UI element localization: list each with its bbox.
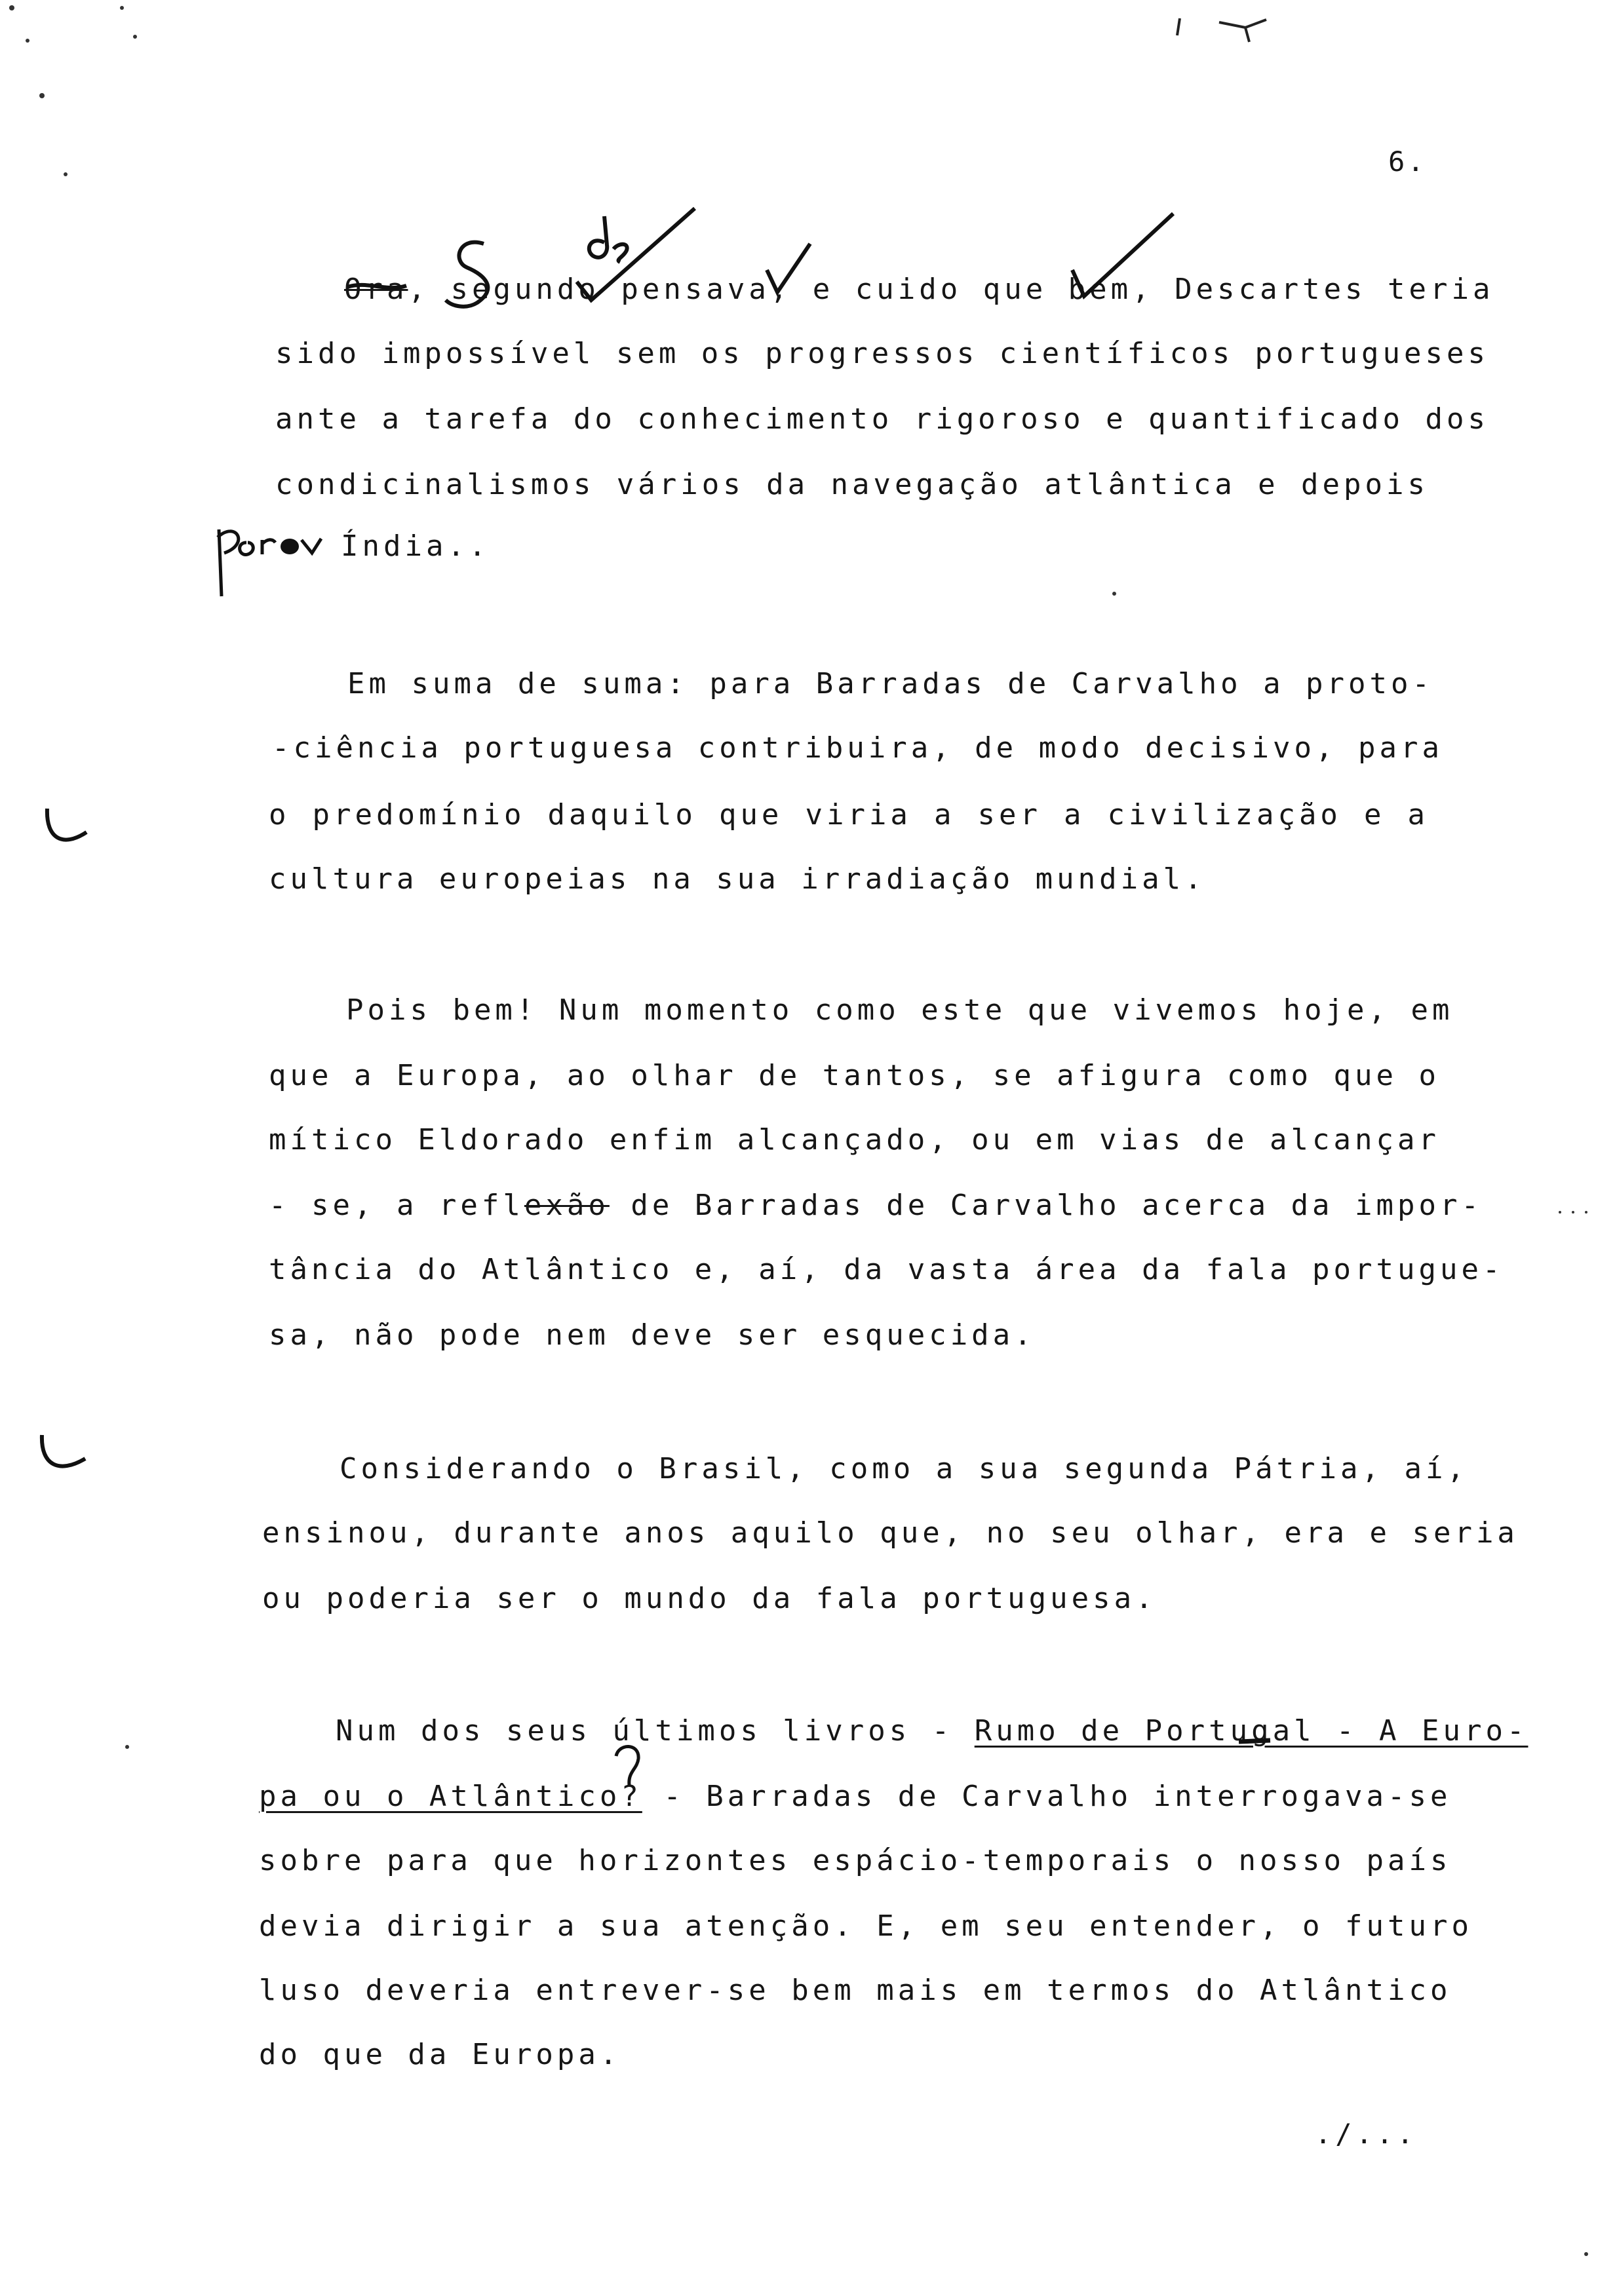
text-span: segundo pensava, e cuido que bem, Descartes teria (450, 273, 1494, 306)
margin-mark (47, 809, 87, 840)
text-line: o predomínio daquilo que viria a ser a civilização e a (269, 798, 1429, 832)
text-line: sido impossível sem os progressos científicos portugueses (275, 337, 1489, 370)
text-line: luso deveria entrever-se bem mais em termos do Atlântico (259, 1974, 1452, 2007)
margin-mark (42, 1435, 85, 1466)
handwritten-de (589, 216, 627, 262)
text-line: Índia.. (341, 529, 490, 563)
text-line: tância do Atlântico e, aí, da vasta área da fala portugue- (269, 1253, 1504, 1286)
text-line: que a Europa, ao olhar de tantos, se afigura como que o (269, 1059, 1440, 1092)
text-line: ensinou, durante anos aquilo que, no seu olhar, era e seria (262, 1516, 1519, 1550)
text-line: condicinalismos vários da navegação atlântica e depois (275, 468, 1429, 501)
text-line: Em suma de suma: para Barradas de Carvalho a proto- (347, 667, 1434, 700)
text-span: Num dos seus últimos livros - (336, 1714, 975, 1748)
text-line: Pois bem! Num momento como este que vivemos hoje, em (346, 993, 1454, 1027)
struck-word: exão (524, 1189, 610, 1222)
text-span: de Barradas de Carvalho acerca da impor- (609, 1189, 1483, 1222)
text-line: ou poderia ser o mundo da fala portuguesa. (262, 1582, 1157, 1615)
struck-word: Ora (344, 273, 408, 306)
text-line (336, 1714, 1528, 1748)
handwritten-para-a (218, 529, 321, 596)
continuation-mark: ./... (1315, 2118, 1418, 2150)
text-line: sobre para que horizontes espácio-temporais o nosso país (259, 1844, 1452, 1877)
text-line: sa, não pode nem deve ser esquecida. (269, 1318, 1036, 1352)
text-line: mítico Eldorado enfim alcançado, ou em vias de alcançar (269, 1123, 1440, 1157)
text-line (269, 1189, 1483, 1222)
text-span: - se, a ref (269, 1189, 503, 1222)
book-title-part: pa ou o Atlântico? (259, 1780, 642, 1813)
text-line (259, 1780, 1452, 1813)
text-line: Considerando o Brasil, como a sua segunda Pátria, aí, (340, 1452, 1468, 1485)
text-span: , (408, 273, 451, 306)
text-line: -ciência portuguesa contribuira, de modo decisivo, para (272, 731, 1443, 765)
scribble-mark (1177, 18, 1266, 42)
text-line: ante a tarefa do conhecimento rigoroso e quantificado dos (275, 402, 1489, 436)
book-title-part: Rumo de Portugal - A Euro- (974, 1714, 1528, 1748)
text-line: devia dirigir a sua atenção. E, em seu entender, o futuro (259, 1909, 1473, 1943)
text-span: - Barradas de Carvalho interrogava-se (642, 1780, 1452, 1813)
text-span: l (503, 1189, 524, 1222)
page-number: 6. (1388, 145, 1427, 178)
text-line: cultura europeias na sua irradiação mundial. (269, 862, 1206, 896)
text-line (344, 273, 1494, 306)
text-line: do que da Europa. (259, 2038, 621, 2071)
